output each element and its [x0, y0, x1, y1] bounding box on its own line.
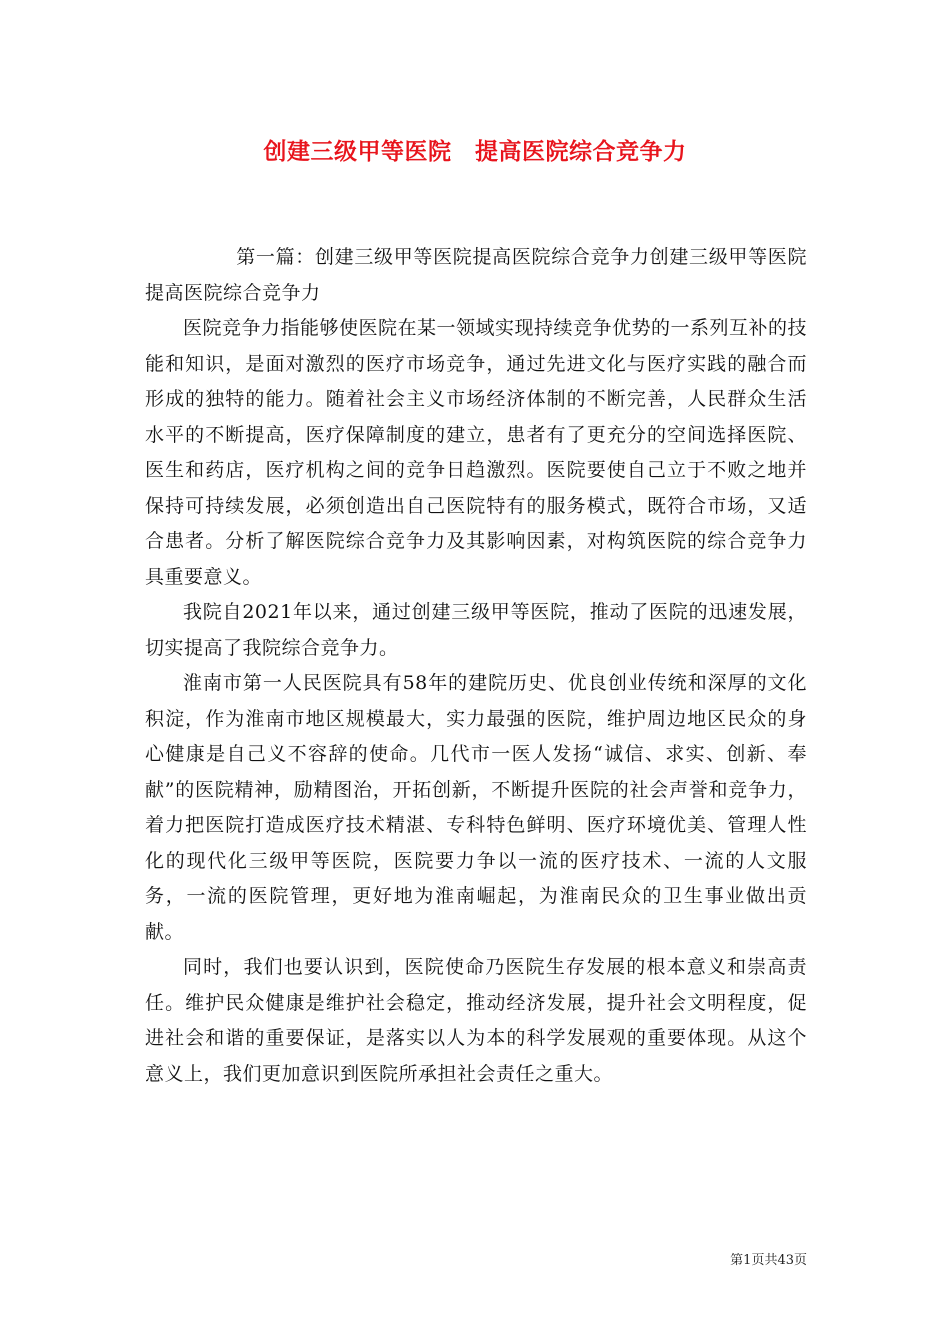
- document-title: 创建三级甲等医院 提高医院综合竞争力: [263, 138, 687, 165]
- document-body: [145, 240, 807, 1092]
- paragraph-5: 同时，我们也要认识到，医院使命乃医院生存发展的根本意义和崇高责任。维护民众健康是维护社会稳定，推动经济发展，提升社会文明程度，促进社会和谐的重要保证，是落实以人为本的科学发展观的重要体现。从这个意义上，我们更加意识到医院所承担社会责任之重大。: [145, 956, 807, 1085]
- paragraph-4: 淮南市第一人民医院具有58年的建院历史、优良创业传统和深厚的文化积淀，作为淮南市地区规模最大，实力最强的医院，维护周边地区民众的身心健康是自己义不容辞的使命。几代市一医人发扬“诚信、求实、创新、奉献”的医院精神，励精图治，开拓创新，不断提升医院的社会声誉和竞争力，着力把医院打造成医疗技术精湛、专科特色鲜明、医疗环境优美、管理人性化的现代化三级甲等医院，医院要力争以一流的医疗技术、一流的人文服务，一流的医院管理，更好地为淮南崛起，为淮南民众的卫生事业做出贡献。: [145, 672, 807, 943]
- paragraph-3: 我院自2021年以来，通过创建三级甲等医院，推动了医院的迅速发展，切实提高了我院综合竞争力。: [145, 601, 807, 659]
- page-number: 第1页共43页: [730, 1253, 807, 1268]
- paragraph-2: 医院竞争力指能够使医院在某一领域实现持续竞争优势的一系列互补的技能和知识，是面对激烈的医疗市场竞争，通过先进文化与医疗实践的融合而形成的独特的能力。随着社会主义市场经济体制的不断完善，人民群众生活水平的不断提高，医疗保障制度的建立，患者有了更充分的空间选择医院、医生和药店，医疗机构之间的竞争日趋激烈。医院要使自己立于不败之地并保持可持续发展，必须创造出自己医院特有的服务模式，既符合市场，又适合患者。分析了解医院综合竞争力及其影响因素，对构筑医院的综合竞争力具重要意义。: [145, 317, 808, 588]
- paragraph-1: 第一篇：创建三级甲等医院提高医院综合竞争力创建三级甲等医院提高医院综合竞争力: [145, 246, 807, 304]
